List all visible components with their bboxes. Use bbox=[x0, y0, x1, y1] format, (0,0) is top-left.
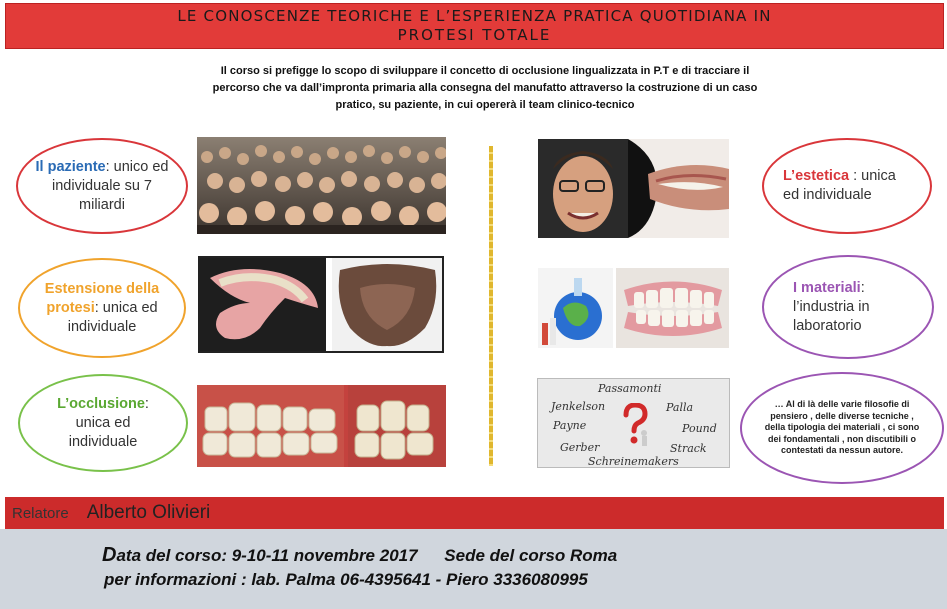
aesthetics-photos bbox=[538, 139, 729, 238]
intro-line-2: percorso che va dall’impronta primaria alla consegna del manufatto attraverso la costruzione di un caso bbox=[212, 82, 758, 94]
author-name: Jenkelson bbox=[551, 400, 606, 413]
oval-patient-text: : unico ed individuale su 7 miliardi bbox=[52, 158, 169, 213]
quote-text: … Al di là delle varie filosofie di pensiero , delle diverse tecniche , della tipologia dei materiali , ci sono dei fondamentali , non discutibili o contestati da nessun autore. bbox=[764, 399, 920, 456]
denture-extension-photos bbox=[198, 256, 444, 353]
authors-box bbox=[537, 378, 730, 468]
title-banner bbox=[5, 3, 944, 49]
oval-extension-title: Estensione della protesi bbox=[44, 280, 160, 316]
oval-aesthetics-title: L’estetica bbox=[783, 168, 850, 184]
author-name: Pound bbox=[682, 422, 717, 435]
question-mark-icon bbox=[620, 403, 650, 447]
oval-materials-text: : l’industria in laboratorio bbox=[793, 279, 870, 334]
oval-quote bbox=[740, 372, 944, 484]
denture-image bbox=[200, 258, 442, 351]
oval-occlusion-title: L’occlusione bbox=[57, 395, 145, 412]
speaker-bar bbox=[5, 497, 944, 529]
oval-materials-title: I materiali bbox=[793, 279, 861, 296]
intro-line-3: pratico, su paziente, in cui opererà il team clinico-tecnico bbox=[335, 99, 635, 111]
intro-text bbox=[120, 63, 850, 114]
center-divider bbox=[489, 146, 493, 466]
occlusion-photos bbox=[197, 385, 446, 467]
author-name: Schreinemakers bbox=[588, 455, 679, 468]
footer-info bbox=[0, 529, 947, 609]
oval-extension bbox=[18, 258, 186, 358]
author-name: Strack bbox=[670, 442, 707, 455]
course-date-line bbox=[102, 544, 617, 567]
title-line-1: LE CONOSCENZE TEORICHE E L’ESPERIENZA PRATICA QUOTIDIANA IN bbox=[177, 7, 772, 25]
course-venue: Sede del corso Roma bbox=[444, 546, 618, 565]
crowd-image bbox=[197, 137, 446, 234]
faces-image bbox=[538, 139, 729, 238]
author-name: Payne bbox=[553, 419, 587, 432]
date-initial: D bbox=[102, 544, 117, 566]
intro-line-1: Il corso si prefigge lo scopo di sviluppare il concetto di occlusione lingualizzata in P.T e di tracciare il bbox=[220, 65, 750, 77]
materials-photos bbox=[538, 268, 729, 348]
course-date: ata del corso: 9-10-11 novembre 2017 bbox=[116, 546, 418, 565]
oval-occlusion-text: : unica ed individuale bbox=[68, 395, 149, 450]
crowd-photo bbox=[197, 137, 446, 234]
oval-aesthetics-text: : unica ed individuale bbox=[783, 168, 896, 203]
title-line-2: PROTESI TOTALE bbox=[397, 26, 552, 44]
teeth-image bbox=[197, 385, 446, 467]
oval-aesthetics bbox=[762, 138, 932, 234]
oval-patient-title: Il paziente bbox=[35, 158, 106, 175]
author-name: Passamonti bbox=[598, 382, 662, 395]
oval-materials bbox=[762, 255, 934, 359]
speaker-label: Relatore bbox=[12, 504, 69, 522]
materials-image bbox=[538, 268, 729, 348]
oval-occlusion bbox=[18, 374, 188, 472]
contact-info: per informazioni : lab. Palma 06-4395641 - Piero 3336080995 bbox=[104, 570, 588, 589]
author-name: Gerber bbox=[560, 441, 600, 454]
author-name: Palla bbox=[666, 401, 694, 414]
oval-extension-text: : unica ed individuale bbox=[67, 299, 158, 335]
speaker-name: Alberto Olivieri bbox=[86, 502, 211, 523]
oval-patient bbox=[16, 138, 188, 234]
